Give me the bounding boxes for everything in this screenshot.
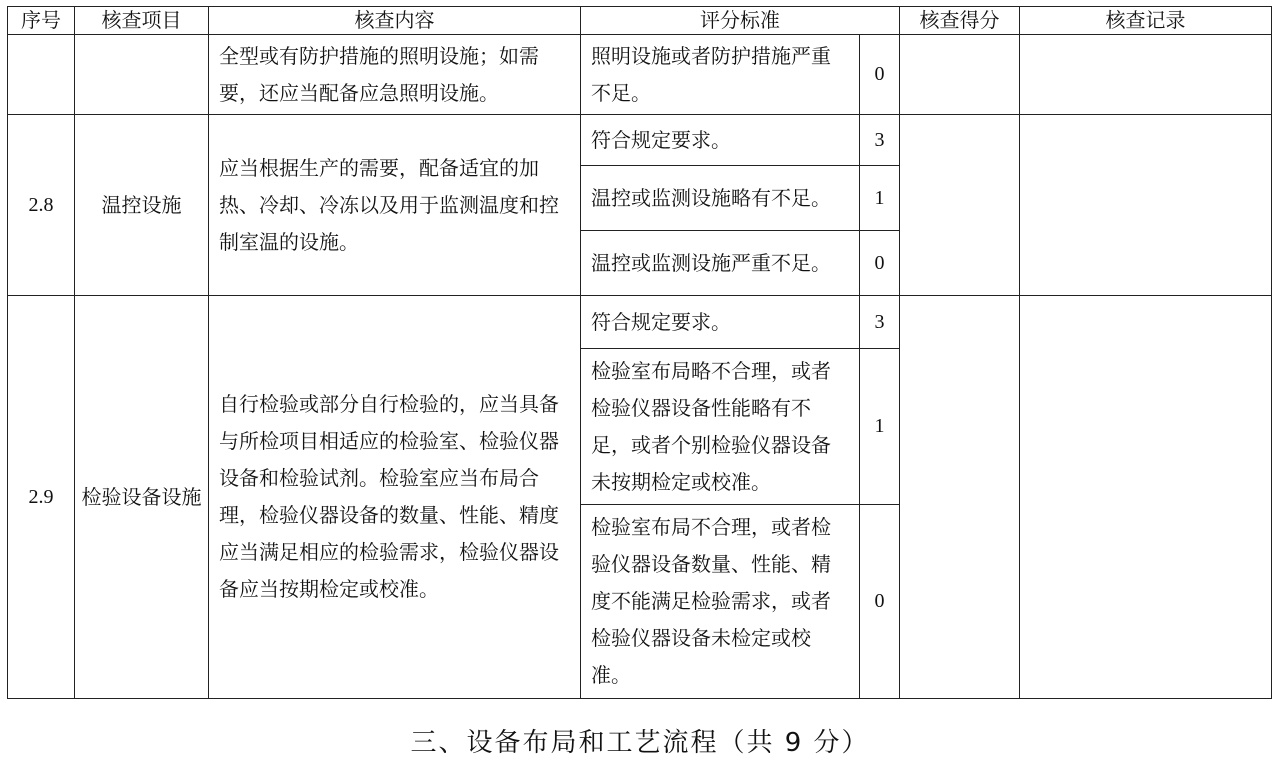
score-cell[interactable]: [900, 35, 1020, 115]
header-seq: 序号: [8, 7, 75, 35]
table-row: [8, 296, 1272, 349]
record-cell[interactable]: [1020, 115, 1272, 296]
content-cell: 全型或有防护措施的照明设施；如需要，还应当配备应急照明设施。: [209, 35, 581, 115]
item-cell: [75, 35, 209, 115]
criteria-score: 0: [860, 505, 900, 699]
header-item: 核查项目: [75, 7, 209, 35]
criteria-score: 1: [860, 166, 900, 231]
item-cell: 检验设备设施: [75, 296, 209, 699]
table-row: [8, 35, 1272, 115]
record-cell[interactable]: [1020, 35, 1272, 115]
seq-cell: [8, 35, 75, 115]
criteria-score: 3: [860, 296, 900, 349]
criteria-text: 温控或监测设施略有不足。: [581, 166, 860, 231]
criteria-text: 检验室布局略不合理，或者检验仪器设备性能略有不足，或者个别检验仪器设备未按期检定或校准。: [581, 349, 860, 505]
criteria-score: 3: [860, 115, 900, 166]
inspection-table: [7, 6, 1272, 699]
score-cell[interactable]: [900, 296, 1020, 699]
criteria-score: 0: [860, 35, 900, 115]
header-record: 核查记录: [1020, 7, 1272, 35]
item-cell: 温控设施: [75, 115, 209, 296]
record-cell[interactable]: [1020, 296, 1272, 699]
criteria-text: 照明设施或者防护措施严重不足。: [581, 35, 860, 115]
seq-cell: 2.9: [8, 296, 75, 699]
criteria-text: 符合规定要求。: [581, 115, 860, 166]
criteria-text: 符合规定要求。: [581, 296, 860, 349]
content-cell: 应当根据生产的需要，配备适宜的加热、冷却、冷冻以及用于监测温度和控制室温的设施。: [209, 115, 581, 296]
header-row: [8, 7, 1272, 35]
criteria-score: 1: [860, 349, 900, 505]
header-score: 核查得分: [900, 7, 1020, 35]
section-title: 三、设备布局和工艺流程（共 9 分）: [410, 728, 870, 758]
table-row: [8, 115, 1272, 166]
header-content: 核查内容: [209, 7, 581, 35]
criteria-text: 检验室布局不合理，或者检验仪器设备数量、性能、精度不能满足检验需求，或者检验仪器设备未检定或校准。: [581, 505, 860, 699]
header-criteria: 评分标准: [581, 7, 900, 35]
seq-cell: 2.8: [8, 115, 75, 296]
criteria-score: 0: [860, 231, 900, 296]
content-cell: 自行检验或部分自行检验的，应当具备与所检项目相适应的检验室、检验仪器设备和检验试剂。检验室应当布局合理，检验仪器设备的数量、性能、精度应当满足相应的检验需求，检验仪器设备应当按期检定或校准。: [209, 296, 581, 699]
score-cell[interactable]: [900, 115, 1020, 296]
criteria-text: 温控或监测设施严重不足。: [581, 231, 860, 296]
